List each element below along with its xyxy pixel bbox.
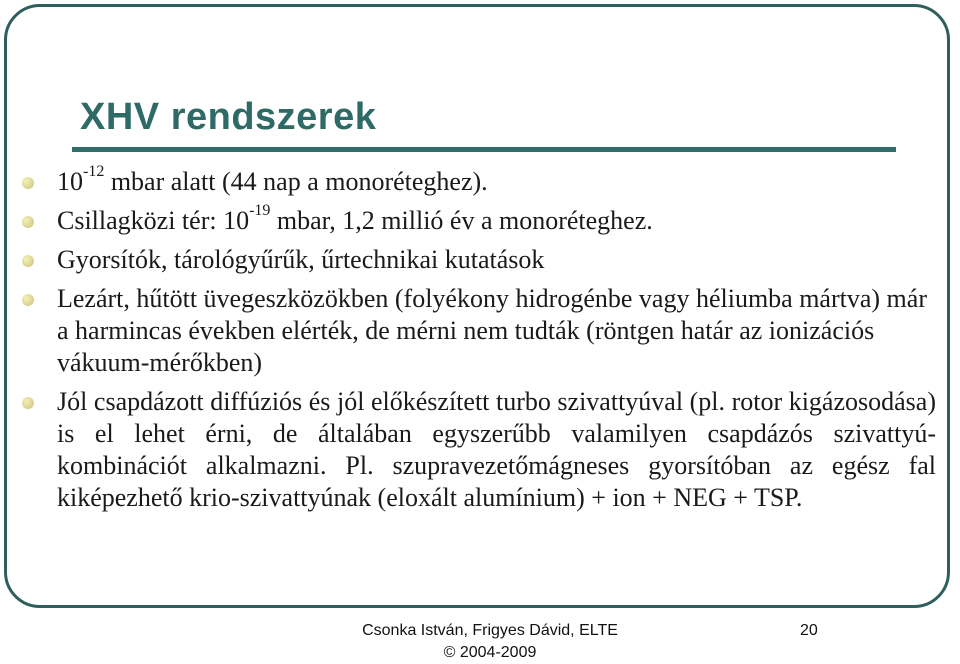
- bullet-dot-icon: [22, 177, 34, 189]
- bullet-text-rest: mbar, 1,2 millió év a monoréteghez.: [270, 206, 653, 235]
- bullet-dot-icon: [22, 216, 34, 228]
- bullet-item: [20, 386, 936, 514]
- bullet-text: Gyorsítók, tárológyűrűk, űrtechnikai kutatások: [57, 245, 545, 274]
- exponent: -19: [249, 202, 271, 220]
- footer-copyright: © 2004-2009: [443, 644, 537, 661]
- page-number: 20: [800, 622, 818, 639]
- bullet-text-rest: mbar alatt (44 nap a monoréteghez).: [104, 167, 488, 196]
- bullet-text: Lezárt, hűtött üvegeszközökben (folyékony hidrogénbe vagy héliumba mártva) már a harmincas években elérték, de mérni nem tudták (röntgen határ az ionizációs vákuum-mérőkben): [57, 284, 927, 377]
- bullet-item: [20, 283, 936, 379]
- footer-authors: Csonka István, Frigyes Dávid, ELTE: [362, 622, 618, 639]
- exponent: -12: [83, 163, 105, 181]
- bullet-item: [20, 202, 936, 237]
- slide-title: XHV rendszerek: [80, 96, 377, 138]
- title-underline: [72, 147, 896, 152]
- bullet-text-pre: Csillagközi tér: 10: [57, 206, 250, 235]
- bullet-dot-icon: [22, 294, 34, 306]
- footer-credits: [320, 620, 660, 664]
- bullet-dot-icon: [22, 255, 34, 267]
- bullet-dot-icon: [22, 397, 34, 409]
- bullet-list: [20, 163, 936, 521]
- bullet-item: [20, 244, 936, 276]
- bullet-text-base: 10: [57, 167, 83, 196]
- bullet-text: Jól csapdázott diffúziós és jól előkészített turbo szivattyúval (pl. rotor kigázosodása) is el lehet érni, de általában egyszerűbb valamilyen csapdázós szivattyú-kombinációt alkalmazni. Pl. szupravezetőmágneses gyorsítóban az egész fal kiképezhető krio-szivattyúnak (eloxált alumínium) + ion + NEG + TSP.: [57, 387, 936, 512]
- bullet-item: [20, 163, 936, 198]
